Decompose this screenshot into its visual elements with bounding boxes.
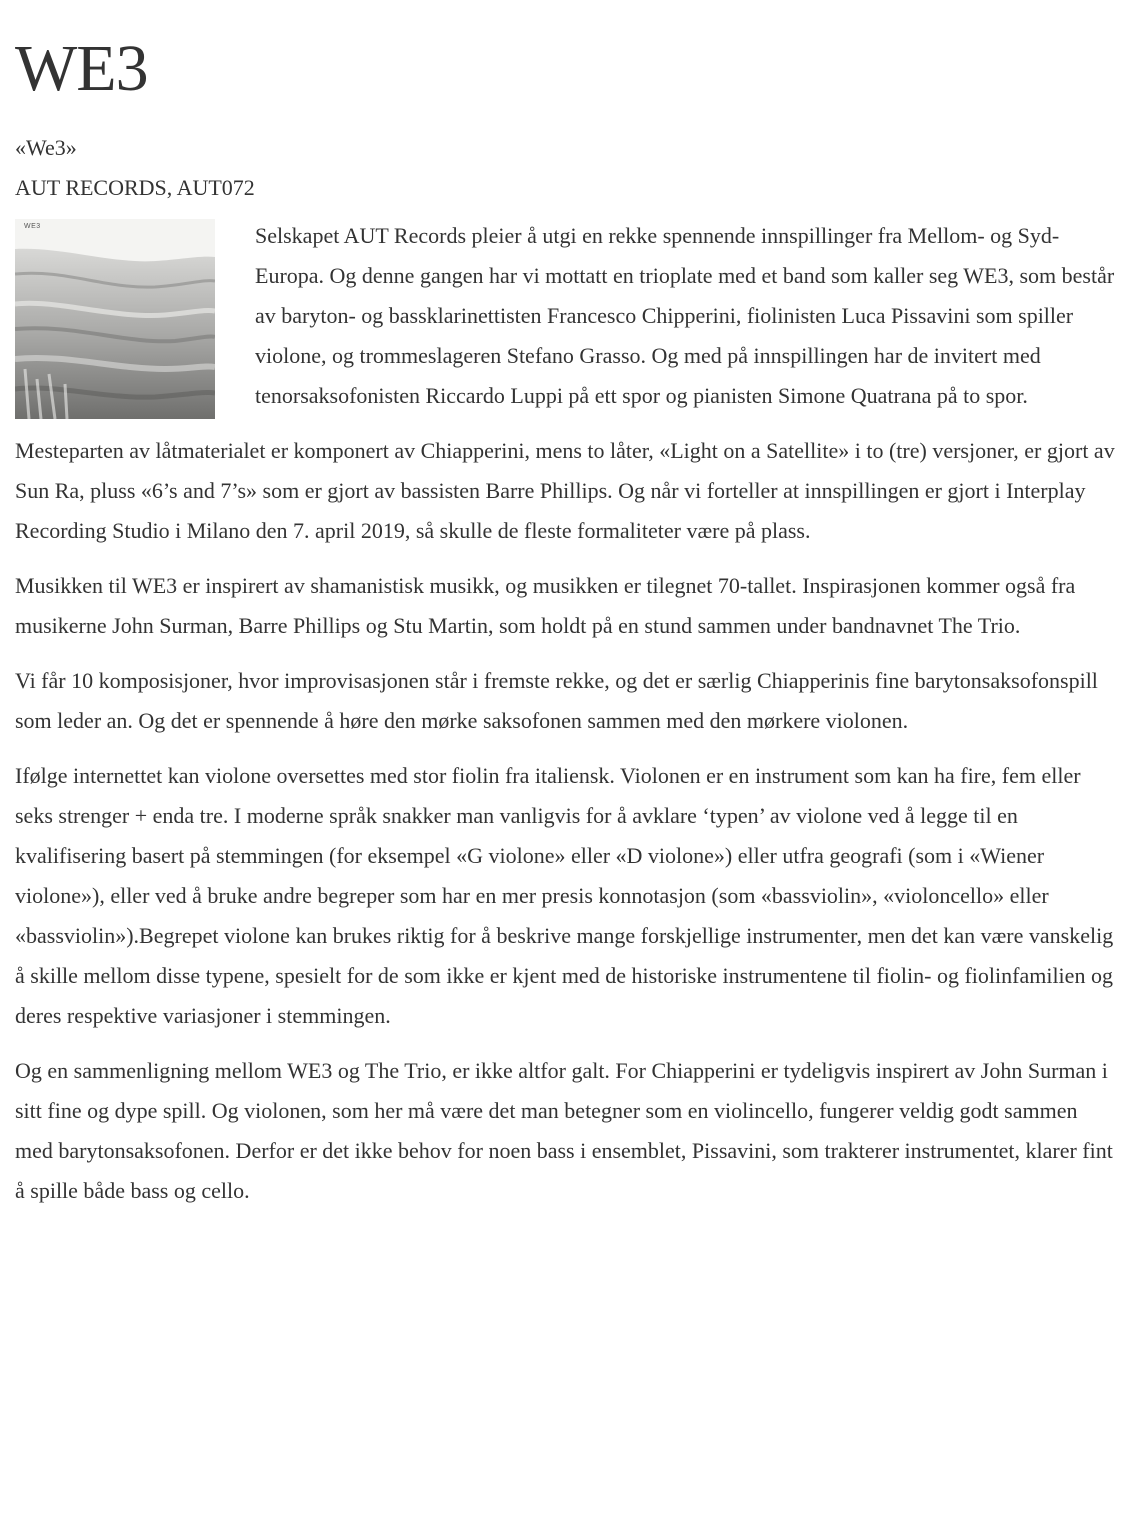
cover-label: WE3 — [24, 223, 41, 230]
paragraph: Vi får 10 komposisjoner, hvor improvisasjonen står i fremste rekke, og det er særlig Chiapperinis fine barytonsaksofonspill som leder an. Og det er spennende å høre den mørke saksofonen sammen med den mørkere violonen. — [15, 668, 1098, 733]
album-meta — [15, 128, 1116, 208]
cover-art — [15, 219, 215, 419]
paragraph: Selskapet AUT Records pleier å utgi en rekke spennende innspillinger fra Mellom- og Syd-Europa. Og denne gangen har vi mottatt en trioplate med et band som kaller seg WE3, som består av baryton- og bassklarinettisten Francesco Chipperini, fiolinisten Luca Pissavini som spiller violone, og trommeslageren Stefano Grasso. Og med på innspillingen har de invitert med tenorsaksofonisten Riccardo Luppi på ett spor og pianisten Simone Quatrana på to spor. — [255, 223, 1115, 408]
album-title: «We3» — [15, 135, 77, 160]
album-cover-image — [15, 219, 215, 419]
paragraph: Ifølge internettet kan violone oversettes med stor fiolin fra italiensk. Violonen er en instrument som kan ha fire, fem eller seks strenger + enda tre. I moderne språk snakker man vanligvis for å avklare ‘typen’ av violone ved å legge til en kvalifisering basert på stemmingen (for eksempel «G violone» eller «D violone») eller utfra geografi (som i «Wiener violone»), eller ved å bruke andre begreper som har en mer presis konnotasjon (som «bassviolin», «violoncello» eller «bassviolin»).Begrepet violone kan brukes riktig for å beskrive mange forskjellige instrumenter, men det kan være vanskelig å skille mellom disse typene, spesielt for de som ikke er kjent med de historiske instrumentene til fiolin- og fiolinfamilien og deres respektive variasjoner i stemmingen. — [15, 763, 1114, 1028]
article-body — [15, 216, 1116, 1211]
article-title: WE3 — [15, 32, 148, 105]
paragraph: Mesteparten av låtmaterialet er komponert av Chiapperini, mens to låter, «Light on a Satellite» i to (tre) versjoner, er gjort av Sun Ra, pluss «6’s and 7’s» som er gjort av bassisten Barre Phillips. Og når vi forteller at innspillingen er gjort i Interplay Recording Studio i Milano den 7. april 2019, så skulle de fleste formaliteter være på plass. — [15, 438, 1115, 543]
paragraph: Og en sammenligning mellom WE3 og The Trio, er ikke altfor galt. For Chiapperini er tydeligvis inspirert av John Surman i sitt fine og dype spill. Og violonen, som her må være det man betegner som en violincello, fungerer veldig godt sammen med barytonsaksofonen. Derfor er det ikke behov for noen bass i ensemblet, Pissavini, som trakterer instrumentet, klarer fint å spille både bass og cello. — [15, 1058, 1113, 1203]
paragraph: Musikken til WE3 er inspirert av shamanistisk musikk, og musikken er tilegnet 70-tallet. Inspirasjonen kommer også fra musikerne John Surman, Barre Phillips og Stu Martin, som holdt på en stund sammen under bandnavnet The Trio. — [15, 573, 1076, 638]
label-catalog: AUT RECORDS, AUT072 — [15, 175, 255, 200]
